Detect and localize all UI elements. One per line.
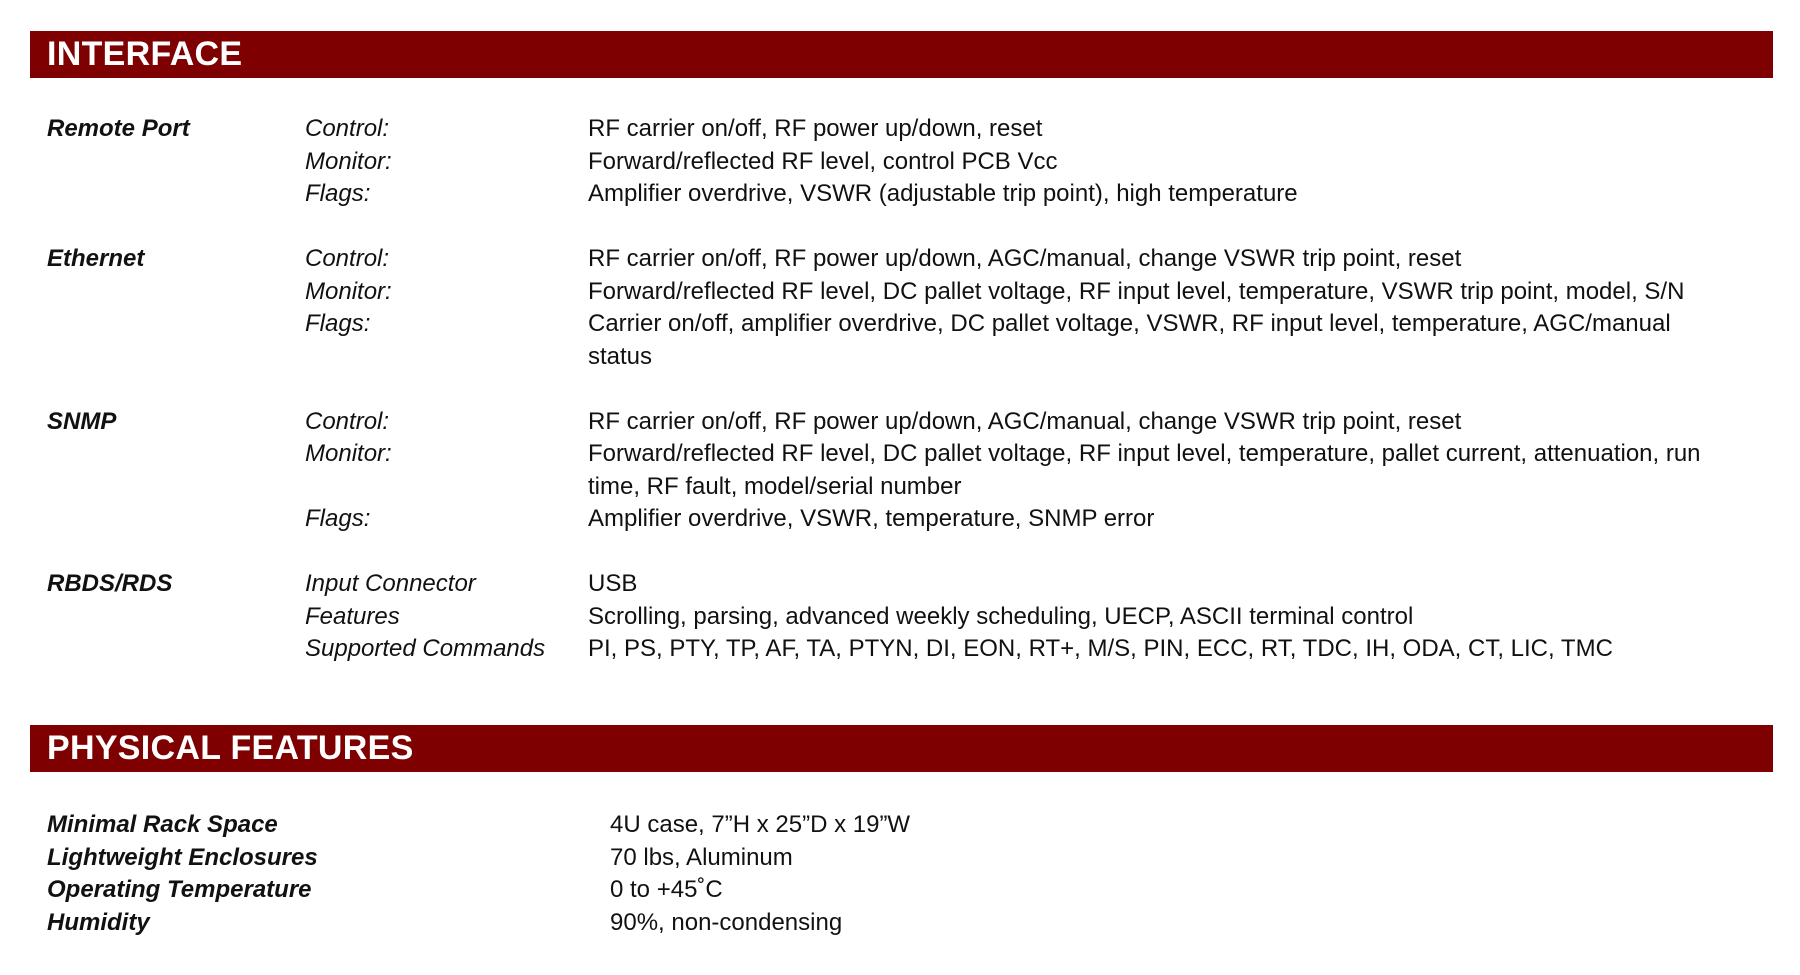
field-label: Supported Commands xyxy=(305,635,546,662)
field-label: Flags: xyxy=(305,505,371,532)
physical-features-section-header: PHYSICAL FEATURES xyxy=(30,725,1773,772)
field-label: Input Connector xyxy=(305,570,476,597)
field-label: Features xyxy=(305,602,400,630)
field-value: time, RF fault, model/serial number xyxy=(588,472,962,500)
physical-value: 0 to +45˚C xyxy=(610,876,723,903)
field-value: RF carrier on/off, RF power up/down, AGC/manual, change VSWR trip point, reset xyxy=(588,245,1462,272)
field-value: Forward/reflected RF level, DC pallet voltage, RF input level, temperature, VSWR trip point, model, S/N xyxy=(588,277,1685,305)
spec-row xyxy=(0,437,1800,470)
spec-row xyxy=(0,275,1800,308)
field-value: Amplifier overdrive, VSWR, temperature, SNMP error xyxy=(588,505,1155,532)
field-label: Monitor: xyxy=(305,147,392,175)
spec-row xyxy=(0,307,1800,340)
group-label: SNMP xyxy=(47,407,117,435)
field-label: Control: xyxy=(305,115,390,142)
field-label: Monitor: xyxy=(305,277,392,305)
field-value: RF carrier on/off, RF power up/down, AGC/manual, change VSWR trip point, reset xyxy=(588,407,1462,435)
spec-row xyxy=(0,470,1800,503)
physical-label: Lightweight Enclosures xyxy=(47,843,318,871)
physical-value: 4U case, 7”H x 25”D x 19”W xyxy=(610,811,911,838)
field-value: PI, PS, PTY, TP, AF, TA, PTYN, DI, EON, RT+, M/S, PIN, ECC, RT, TDC, IH, ODA, CT, LIC, TMC xyxy=(588,635,1613,662)
physical-row xyxy=(0,841,1800,874)
field-value: Forward/reflected RF level, DC pallet voltage, RF input level, temperature, pallet current, attenuation, run xyxy=(588,440,1701,467)
spec-row xyxy=(0,632,1800,665)
field-value: Forward/reflected RF level, control PCB Vcc xyxy=(588,147,1058,175)
physical-row xyxy=(0,873,1800,906)
group-label: Ethernet xyxy=(47,245,145,272)
spec-row xyxy=(0,177,1800,210)
physical-label: Humidity xyxy=(47,908,150,936)
group-label: RBDS/RDS xyxy=(47,570,173,597)
physical-label: Minimal Rack Space xyxy=(47,811,278,838)
spec-row xyxy=(0,145,1800,178)
physical-row xyxy=(0,906,1800,939)
physical-value: 90%, non-condensing xyxy=(610,908,843,936)
spec-row xyxy=(0,112,1800,145)
group-label: Remote Port xyxy=(47,115,190,142)
physical-label: Operating Temperature xyxy=(47,876,312,903)
spec-row xyxy=(0,340,1800,373)
spec-row xyxy=(0,405,1800,438)
field-label: Control: xyxy=(305,245,390,272)
field-value: Carrier on/off, amplifier overdrive, DC pallet voltage, VSWR, RF input level, temperature, AGC/manual xyxy=(588,310,1671,337)
field-value: status xyxy=(588,342,653,370)
field-value: USB xyxy=(588,570,638,597)
interface-section-header: INTERFACE xyxy=(30,31,1773,78)
spec-row xyxy=(0,242,1800,275)
spec-row xyxy=(0,502,1800,535)
field-value: RF carrier on/off, RF power up/down, reset xyxy=(588,115,1043,142)
field-value: Amplifier overdrive, VSWR (adjustable trip point), high temperature xyxy=(588,180,1298,207)
spec-row xyxy=(0,567,1800,600)
physical-value: 70 lbs, Aluminum xyxy=(610,843,793,871)
field-value: Scrolling, parsing, advanced weekly scheduling, UECP, ASCII terminal control xyxy=(588,602,1414,630)
field-label: Monitor: xyxy=(305,440,392,467)
field-label: Flags: xyxy=(305,180,371,207)
spec-row xyxy=(0,600,1800,633)
physical-row xyxy=(0,808,1800,841)
field-label: Control: xyxy=(305,407,390,435)
field-label: Flags: xyxy=(305,310,371,337)
